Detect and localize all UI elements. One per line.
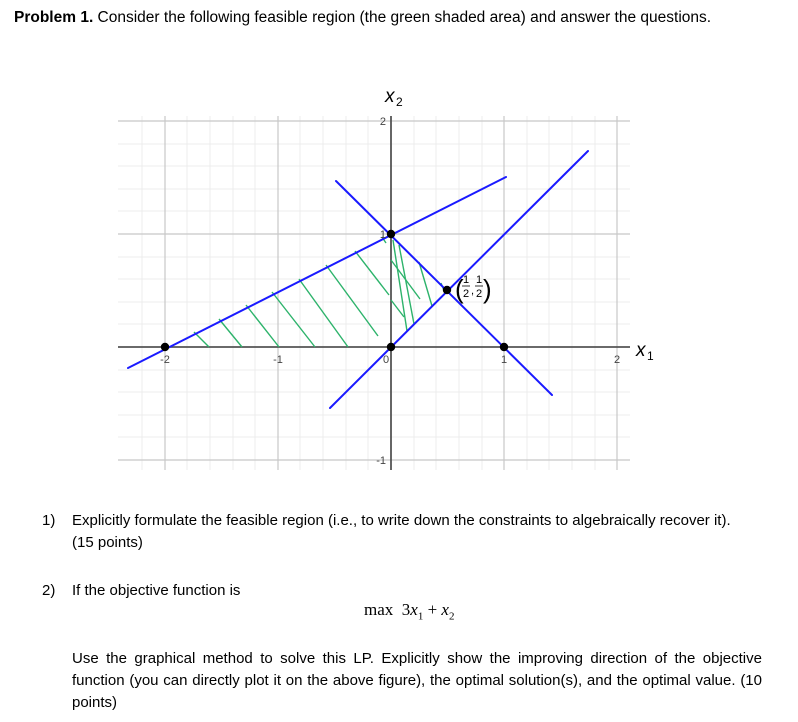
svg-text:1: 1: [500, 354, 508, 366]
question-1: [42, 510, 742, 556]
point-neg2-0: [161, 343, 169, 351]
problem-statement: Consider the following feasible region (the green shaded area) and answer the questions.: [93, 9, 712, 26]
formula-coef: 3: [401, 600, 411, 619]
svg-text:): ): [483, 274, 492, 304]
question-2-number: 2): [42, 582, 56, 599]
svg-text:-1: -1: [376, 455, 386, 467]
objective-function-formula: [364, 600, 454, 622]
point-0-1: [387, 230, 395, 238]
question-2-detail: Use the graphical method to solve this LP. Explicitly show the improving direction of the objective function (you can directly plot it on the above figure), the optimal solution(s), and the optimal value. (10 points): [72, 650, 762, 711]
svg-text:,: ,: [471, 285, 475, 297]
y-tick-labels: [376, 116, 386, 467]
svg-text:x: x: [385, 86, 395, 107]
svg-text:2: 2: [396, 95, 403, 109]
formula-max: max: [364, 600, 394, 619]
svg-text:1: 1: [462, 274, 470, 286]
point-origin: [387, 343, 395, 351]
x2-axis-label: [384, 86, 403, 109]
svg-text:-2: -2: [160, 354, 170, 366]
point-1-0: [500, 343, 508, 351]
question-1-text: Explicitly formulate the feasible region (i.e., to write down the constraints to algebraically recover it). (15 points): [72, 512, 731, 551]
svg-text:0: 0: [382, 354, 390, 366]
svg-text:2: 2: [379, 116, 386, 128]
axes: [118, 116, 630, 470]
svg-text:2: 2: [462, 288, 470, 300]
question-2-text: If the objective function is: [72, 582, 241, 599]
constraint-line-upper: [128, 177, 506, 368]
formula-sub1: 1: [417, 610, 424, 623]
svg-text:(: (: [455, 274, 464, 304]
x-tick-labels: [160, 354, 620, 366]
question-2: [42, 580, 762, 602]
formula-var1: x: [410, 600, 418, 619]
svg-text:-1: -1: [273, 354, 283, 366]
point-half-half: [443, 286, 451, 294]
feasible-region-hatch-inner: [391, 260, 420, 317]
formula-plus: +: [427, 600, 438, 619]
svg-text:1: 1: [647, 349, 654, 363]
svg-text:2: 2: [475, 288, 483, 300]
question-1-number: 1): [42, 512, 56, 529]
grid-major: [118, 116, 630, 470]
problem-label: Problem 1.: [14, 9, 94, 26]
grid-minor: [118, 116, 630, 470]
svg-text:1: 1: [379, 229, 386, 241]
svg-text:x: x: [636, 340, 646, 361]
svg-text:1: 1: [475, 274, 483, 286]
svg-text:2: 2: [613, 354, 621, 366]
x1-axis-label: [635, 340, 654, 363]
formula-sub2: 2: [448, 610, 455, 623]
formula-var2: x: [441, 600, 449, 619]
